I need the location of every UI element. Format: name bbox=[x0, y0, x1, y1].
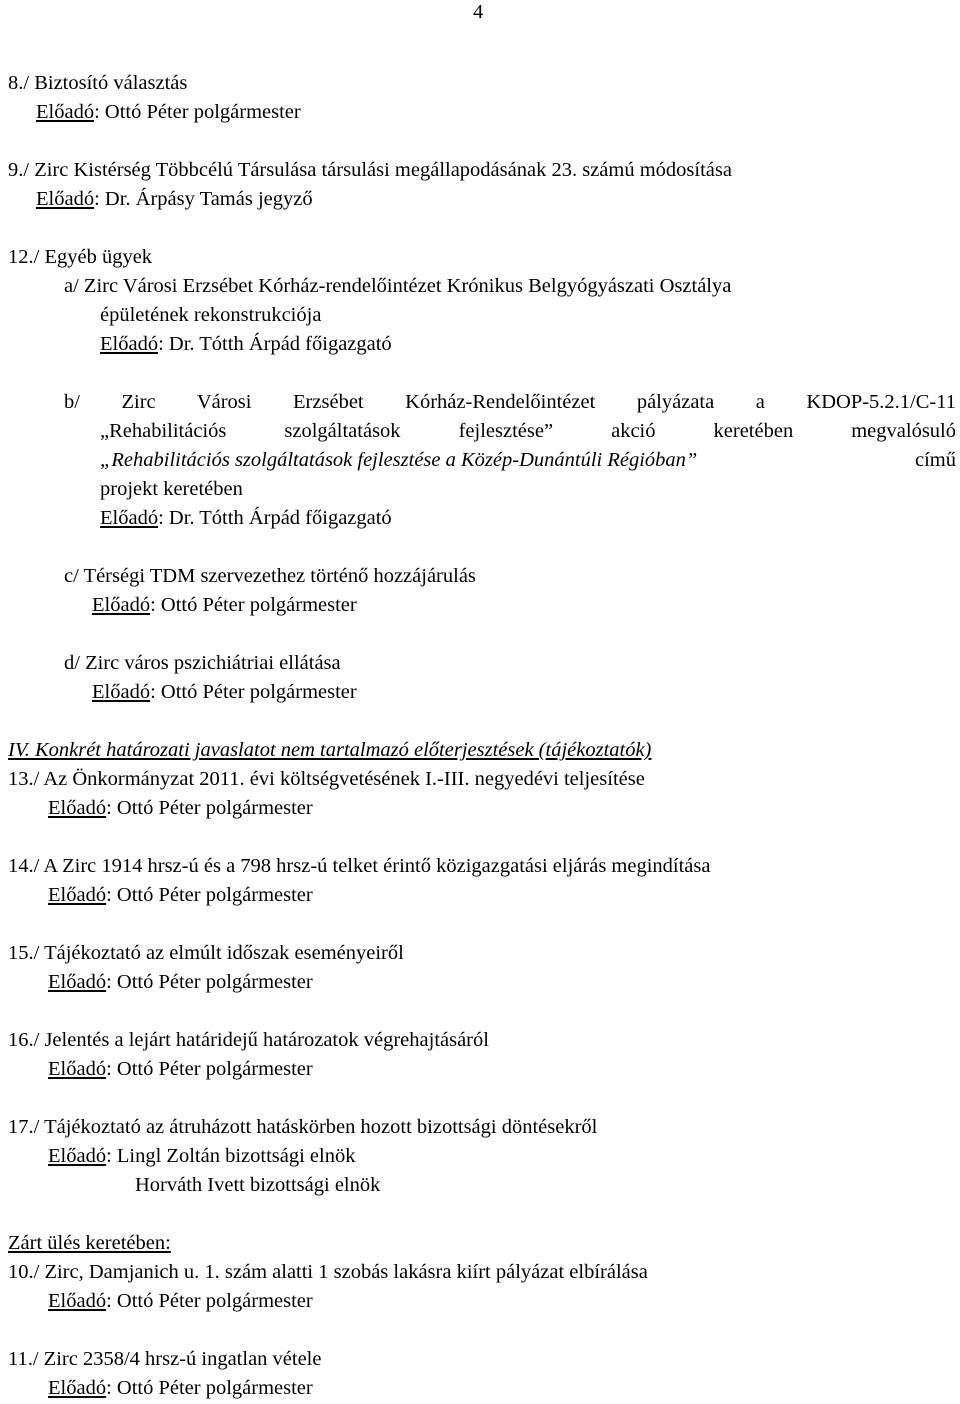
presenter-label: Előadó bbox=[48, 1377, 107, 1399]
agenda-item-8-presenter bbox=[36, 98, 301, 127]
presenter-name: : Ottó Péter polgármester bbox=[106, 1058, 313, 1080]
agenda-item-17-presenter bbox=[48, 1142, 355, 1171]
presenter-name: : Lingl Zoltán bizottsági elnök bbox=[106, 1145, 356, 1167]
agenda-item-12d-title: d/ Zirc város pszichiátriai ellátása bbox=[64, 652, 341, 674]
agenda-item-8-title: 8./ Biztosító választás bbox=[8, 72, 188, 94]
presenter-label: Előadó bbox=[100, 333, 159, 355]
presenter-label: Előadó bbox=[48, 1145, 107, 1167]
agenda-item-12a-line1: a/ Zirc Városi Erzsébet Kórház-rendelőintézet Krónikus Belgyógyászati Osztálya bbox=[64, 275, 732, 297]
presenter-label: Előadó bbox=[100, 507, 159, 529]
agenda-item-17-title: 17./ Tájékoztató az átruházott hatáskörben hozott bizottsági döntésekről bbox=[8, 1116, 598, 1138]
agenda-item-15-title: 15./ Tájékoztató az elmúlt időszak eseményeiről bbox=[8, 942, 404, 964]
project-title: „Rehabilitációs szolgáltatások fejlesztése a Közép-Dunántúli Régióban” bbox=[100, 449, 698, 471]
agenda-item-10-presenter bbox=[48, 1287, 313, 1316]
presenter-label: Előadó bbox=[92, 681, 151, 703]
presenter-name: : Ottó Péter polgármester bbox=[150, 681, 357, 703]
closed-session-heading: Zárt ülés keretében: bbox=[8, 1232, 171, 1254]
agenda-item-15-presenter bbox=[48, 968, 313, 997]
agenda-item-12b-line4: projekt keretében bbox=[100, 478, 243, 500]
agenda-item-12-title: 12./ Egyéb ügyek bbox=[8, 246, 153, 268]
section-iv-heading: IV. Konkrét határozati javaslatot nem tartalmazó előterjesztések (tájékoztatók) bbox=[8, 739, 652, 761]
presenter-name: : Ottó Péter polgármester bbox=[106, 1290, 313, 1312]
presenter-name: : Dr. Tótth Árpád főigazgató bbox=[158, 507, 392, 529]
agenda-item-12b-presenter bbox=[100, 504, 392, 533]
agenda-item-12c-presenter bbox=[92, 591, 357, 620]
presenter-name: : Ottó Péter polgármester bbox=[106, 884, 313, 906]
presenter-label: Előadó bbox=[92, 594, 151, 616]
agenda-item-9-title: 9./ Zirc Kistérség Többcélú Társulása társulási megállapodásának 23. számú módosítása bbox=[8, 159, 732, 181]
presenter-label: Előadó bbox=[48, 1290, 107, 1312]
agenda-item-12a-line2: épületének rekonstrukciója bbox=[100, 304, 322, 326]
agenda-item-11-presenter bbox=[48, 1374, 313, 1403]
presenter-name: : Ottó Péter polgármester bbox=[94, 101, 301, 123]
agenda-item-17-presenter-2: Horváth Ivett bizottsági elnök bbox=[135, 1174, 381, 1196]
agenda-item-9-presenter bbox=[36, 185, 313, 214]
agenda-item-12b-line3 bbox=[100, 446, 956, 475]
agenda-item-16-presenter bbox=[48, 1055, 313, 1084]
presenter-name: : Ottó Péter polgármester bbox=[106, 971, 313, 993]
agenda-item-14-title: 14./ A Zirc 1914 hrsz-ú és a 798 hrsz-ú telket érintő közigazgatási eljárás megindítása bbox=[8, 855, 711, 877]
presenter-label: Előadó bbox=[48, 884, 107, 906]
presenter-name: : Dr. Tótth Árpád főigazgató bbox=[158, 333, 392, 355]
agenda-item-12a-presenter bbox=[100, 330, 392, 359]
agenda-item-16-title: 16./ Jelentés a lejárt határidejű határozatok végrehajtásáról bbox=[8, 1029, 489, 1051]
agenda-item-13-title: 13./ Az Önkormányzat 2011. évi költségvetésének I.-III. negyedévi teljesítése bbox=[8, 768, 645, 790]
presenter-name: : Dr. Árpásy Tamás jegyző bbox=[94, 188, 313, 210]
agenda-item-12c-title: c/ Térségi TDM szervezethez történő hozzájárulás bbox=[64, 565, 476, 587]
presenter-name: : Ottó Péter polgármester bbox=[106, 1377, 313, 1399]
presenter-label: Előadó bbox=[48, 1058, 107, 1080]
agenda-item-10-title: 10./ Zirc, Damjanich u. 1. szám alatti 1 szobás lakásra kiírt pályázat elbírálása bbox=[8, 1261, 648, 1283]
agenda-item-11-title: 11./ Zirc 2358/4 hrsz-ú ingatlan vétele bbox=[8, 1348, 322, 1370]
project-title-tail: című bbox=[915, 449, 956, 471]
agenda-item-12b-line2: „Rehabilitációs szolgáltatások fejlesztése” akció keretében megvalósuló bbox=[100, 420, 956, 442]
presenter-label: Előadó bbox=[48, 797, 107, 819]
presenter-label: Előadó bbox=[48, 971, 107, 993]
presenter-name: : Ottó Péter polgármester bbox=[106, 797, 313, 819]
page-number: 4 bbox=[473, 1, 484, 23]
agenda-item-14-presenter bbox=[48, 881, 313, 910]
agenda-item-12d-presenter bbox=[92, 678, 357, 707]
presenter-name: : Ottó Péter polgármester bbox=[150, 594, 357, 616]
presenter-label: Előadó bbox=[36, 101, 95, 123]
presenter-label: Előadó bbox=[36, 188, 95, 210]
agenda-item-13-presenter bbox=[48, 794, 313, 823]
agenda-item-12b-line1: b/ Zirc Városi Erzsébet Kórház-Rendelőintézet pályázata a KDOP-5.2.1/C-11 bbox=[64, 391, 956, 413]
